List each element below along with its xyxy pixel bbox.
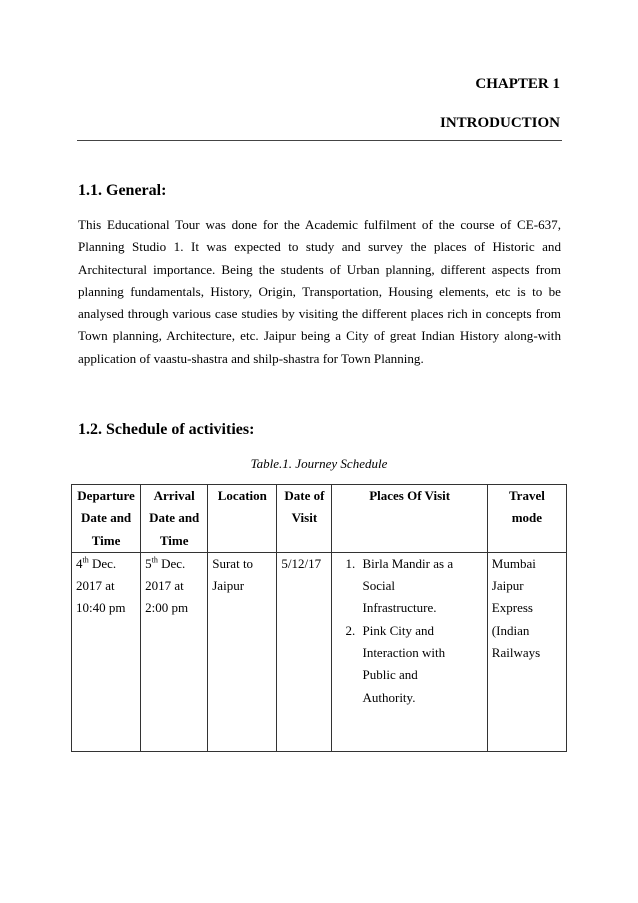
header-date-line2: Visit: [291, 510, 318, 526]
arrival-date: [145, 553, 203, 575]
general-paragraph: This Educational Tour was done for the Academic fulfilment of the course of CE-637, Planning Studio 1. It was expected to study and survey the places of Historic and Architectural importance. Being the students of Urban planning, different aspects from planning fundamentals, History, Origin, Transportation, Housing elements, etc is to be analysed through various case studies by visiting the different places rich in concepts from Town planning, Architecture, etc. Jaipur being a City of great Indian History along-with application of vaastu-shastra and shilp-shastra for Town Planning.: [78, 217, 561, 366]
header-arrival-line2: Date and: [149, 510, 200, 526]
place-1-line1: 1. Birla Mandir as a: [362, 555, 454, 571]
departure-month: Dec.: [88, 555, 117, 571]
location-line1: Surat to: [212, 555, 254, 571]
header-departure-line3: Time: [91, 532, 121, 548]
location-line2: Jaipur: [212, 578, 245, 594]
cell-travel: [487, 552, 566, 751]
arrival-day-suffix: th: [151, 555, 158, 565]
header-departure: [72, 485, 141, 553]
departure-day: 4: [76, 555, 83, 571]
cell-departure: [72, 552, 141, 751]
departure-date: [76, 553, 136, 575]
cell-places: [332, 552, 487, 751]
arrival-time: 2:00 pm: [145, 600, 189, 616]
title-divider: [77, 140, 562, 141]
departure-time: 10:40 pm: [76, 600, 126, 616]
cell-arrival: [141, 552, 208, 751]
table-row: [72, 552, 567, 751]
header-location: Location: [208, 485, 277, 553]
place-2-line2: Interaction with: [362, 645, 446, 661]
header-departure-line2: Date and: [80, 510, 132, 526]
travel-line5: Railways: [491, 645, 541, 661]
journey-schedule-table: [71, 484, 567, 752]
table-caption: Table.1. Journey Schedule: [250, 456, 388, 471]
header-travel-line1: Travel: [508, 488, 545, 503]
header-arrival-line3: Time: [159, 532, 189, 548]
place-item: [358, 553, 482, 620]
header-travel: [487, 485, 566, 553]
place-2-line1: 2. Pink City and: [362, 622, 434, 638]
travel-line1: Mumbai: [491, 555, 536, 571]
header-arrival: [141, 485, 208, 553]
section-heading-schedule: 1.2. Schedule of activities:: [78, 421, 255, 438]
header-arrival-line1: Arrival: [153, 488, 195, 503]
chapter-title: INTRODUCTION: [439, 115, 560, 131]
header-date: [277, 485, 332, 553]
place-item: [358, 620, 482, 709]
departure-year: 2017 at: [76, 578, 115, 594]
arrival-month: Dec.: [157, 555, 186, 571]
section-heading-general: 1.1. General:: [78, 182, 167, 199]
header-places: Places Of Visit: [332, 485, 487, 553]
header-travel-line2: mode: [511, 510, 543, 526]
place-2-line4: Authority.: [362, 689, 416, 705]
places-list: [336, 553, 482, 709]
cell-location: [208, 552, 277, 751]
header-departure-line1: Departure: [77, 488, 135, 503]
travel-line4: (Indian: [491, 622, 530, 638]
place-1-line2: Social: [362, 578, 395, 594]
travel-line2: Jaipur: [491, 578, 524, 594]
place-1-line3: Infrastructure.: [362, 600, 437, 616]
place-2-line3: Public and: [362, 667, 418, 683]
chapter-number: CHAPTER 1: [475, 76, 560, 92]
table-header-row: [72, 485, 567, 553]
cell-date: 5/12/17: [277, 552, 332, 751]
departure-day-suffix: th: [82, 555, 89, 565]
arrival-day: 5: [145, 555, 152, 571]
travel-line3: Express: [491, 600, 533, 616]
arrival-year: 2017 at: [145, 578, 184, 594]
header-date-line1: Date of: [284, 488, 325, 503]
